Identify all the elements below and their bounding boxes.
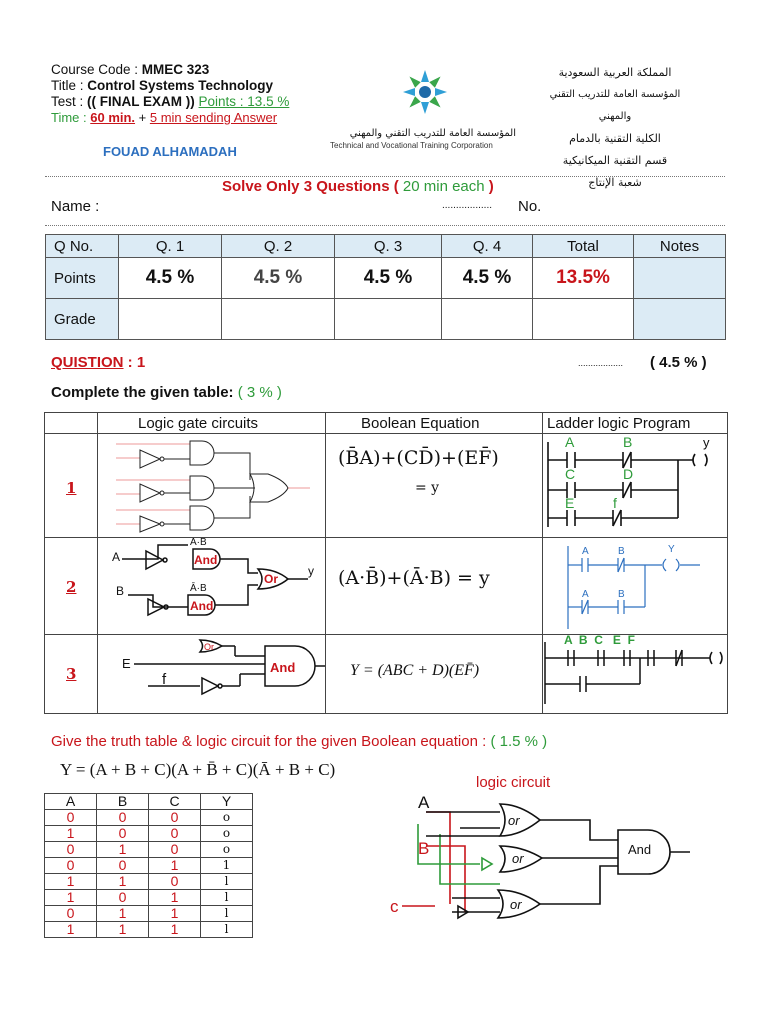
score-points-row xyxy=(46,258,726,299)
points-total: Points : 13.5 % xyxy=(198,94,290,109)
part2-points: ( 1.5 % ) xyxy=(490,733,548,750)
name-label: Name : xyxy=(51,198,100,215)
instruction-mid: 20 min each xyxy=(402,178,485,195)
score-header-qno: Q No. xyxy=(46,235,119,258)
points-q1: 4.5 % xyxy=(119,258,222,299)
time-line xyxy=(51,110,277,126)
row2-or-gate-label: Or xyxy=(264,572,279,586)
time-value: 60 min. xyxy=(90,110,136,125)
truth-cell: 1 xyxy=(97,906,149,922)
row1-ladder-label-y: y xyxy=(703,435,710,450)
grade-total[interactable] xyxy=(533,299,634,340)
arabic-header xyxy=(540,62,690,194)
truth-cell: 0 xyxy=(97,826,149,842)
org-name-en: Technical and Vocational Training Corporation xyxy=(330,141,493,150)
header-divider xyxy=(45,176,725,177)
score-header-notes: Notes xyxy=(634,235,726,258)
row2-ladder-program xyxy=(560,541,710,631)
truth-cell: 0 xyxy=(45,810,97,826)
question1-number: : 1 xyxy=(123,354,146,371)
row2-output-y: y xyxy=(308,564,314,578)
truth-table-row xyxy=(45,858,253,874)
complete-instruction xyxy=(51,384,282,401)
truth-cell: 0 xyxy=(149,810,201,826)
score-header-q2: Q. 2 xyxy=(222,235,335,258)
row2-label-ab: A·B xyxy=(190,537,207,548)
row2-ladder-label-a2: A xyxy=(582,589,589,600)
truth-cell: 0 xyxy=(97,858,149,874)
row1-ladder-program xyxy=(543,432,723,534)
row2-ladder-label-a1: A xyxy=(582,546,589,557)
instruction-end: ) xyxy=(484,178,494,195)
complete-label: Complete the given table: xyxy=(51,384,238,401)
row2-and-gate-2-label: And xyxy=(190,599,214,613)
score-header-total: Total xyxy=(533,235,634,258)
time-extra: 5 min sending Answer xyxy=(149,110,278,125)
part2-and-gate-label: And xyxy=(628,842,652,857)
row-number-2: 2 xyxy=(66,578,77,596)
truth-cell: 0 xyxy=(45,858,97,874)
truth-cell: 1 xyxy=(45,826,97,842)
row3-equation: Y = (ABC + D)(EF̄) xyxy=(350,662,480,679)
row2-and-gate-1-label: And xyxy=(194,553,218,567)
part2-or-gate-2-label: or xyxy=(512,851,524,866)
score-summary-table xyxy=(45,234,726,340)
points-total-cell: 13.5% xyxy=(533,258,634,299)
row2-ladder-label-y: Y xyxy=(668,544,675,555)
row1-ladder-label-d: D xyxy=(623,466,634,482)
question1-points: ( 4.5 % ) xyxy=(650,354,707,371)
title-label: Title : xyxy=(51,78,88,93)
truth-table-header xyxy=(45,794,253,810)
truth-table-row xyxy=(45,922,253,938)
grade-q1[interactable] xyxy=(119,299,222,340)
row1-gate-circuit xyxy=(110,438,320,534)
course-title xyxy=(51,78,273,94)
truth-cell: 0 xyxy=(149,826,201,842)
part2-input-c: c xyxy=(390,897,399,916)
course-code xyxy=(51,62,209,78)
question1-dots: .................. xyxy=(578,358,624,368)
score-grade-row xyxy=(46,299,726,340)
points-q4: 4.5 % xyxy=(442,258,533,299)
row3-ladder-program xyxy=(540,634,726,710)
row2-ladder-label-b1: B xyxy=(618,546,625,557)
header-boolean-equation: Boolean Equation xyxy=(361,415,480,432)
truth-table-row xyxy=(45,906,253,922)
truth-cell-y: l xyxy=(201,922,253,938)
truth-table-row xyxy=(45,842,253,858)
truth-cell: 0 xyxy=(45,906,97,922)
truth-table-row xyxy=(45,874,253,890)
truth-cell: 1 xyxy=(149,858,201,874)
row2-input-a: A xyxy=(112,550,121,564)
tvtc-logo-icon xyxy=(400,64,450,126)
truth-table-row xyxy=(45,890,253,906)
truth-cell-y: o xyxy=(201,842,253,858)
test-line xyxy=(51,94,289,110)
header-logic-gates: Logic gate circuits xyxy=(138,415,259,432)
truth-cell-y: o xyxy=(201,810,253,826)
row1-ladder-label-c: C xyxy=(565,466,576,482)
row3-or-gate-label: Or xyxy=(204,642,214,652)
header-ladder-logic: Ladder logic Program xyxy=(547,415,691,432)
question1-word: QUISTION xyxy=(51,354,124,371)
truth-header-y: Y xyxy=(201,794,253,810)
row3-input-f: f xyxy=(162,671,167,688)
part2-text: Give the truth table & logic circuit for the given Boolean equation : xyxy=(51,733,491,750)
grade-label: Grade xyxy=(46,299,119,340)
part2-equation: Y = (A + B + C)(A + B̄ + C)(Ā + B + C) xyxy=(60,760,336,779)
grade-notes xyxy=(634,299,726,340)
truth-cell: 1 xyxy=(149,922,201,938)
test-value: (( FINAL EXAM )) xyxy=(87,94,195,109)
row-number-1: 1 xyxy=(66,479,77,497)
truth-cell-y: 1 xyxy=(201,858,253,874)
row2-gate-circuit xyxy=(108,537,328,633)
truth-header-a: A xyxy=(45,794,97,810)
truth-header-b: B xyxy=(97,794,149,810)
row2-equation: (A·B̄)+(Ā·B) = y xyxy=(338,567,490,589)
row1-equation-result: = y xyxy=(415,480,440,496)
row1-ladder-label-b: B xyxy=(623,434,633,450)
truth-table-row xyxy=(45,826,253,842)
part2-input-a: A xyxy=(418,794,430,812)
truth-cell: 1 xyxy=(45,922,97,938)
title-value: Control Systems Technology xyxy=(87,78,274,93)
truth-cell: 1 xyxy=(149,890,201,906)
truth-cell-y: l xyxy=(201,874,253,890)
part2-input-b: B xyxy=(418,839,430,858)
row2-input-b: B xyxy=(116,584,125,598)
score-header-q1: Q. 1 xyxy=(119,235,222,258)
truth-cell-y: o xyxy=(201,826,253,842)
row2-ladder-label-b2: B xyxy=(618,589,625,600)
truth-cell-y: l xyxy=(201,906,253,922)
truth-cell: 1 xyxy=(45,890,97,906)
truth-cell: 1 xyxy=(149,906,201,922)
row1-equation: (B̄A)+(CD̄)+(EF̄) xyxy=(338,447,499,469)
ar-line-5: شعبة الإنتاج xyxy=(588,176,642,189)
row3-input-e: E xyxy=(122,656,131,671)
truth-cell: 1 xyxy=(97,922,149,938)
grade-q2[interactable] xyxy=(222,299,335,340)
complete-points: ( 3 % ) xyxy=(237,384,282,401)
score-header-row xyxy=(46,235,726,258)
truth-cell: 1 xyxy=(97,874,149,890)
test-label: Test : xyxy=(51,94,88,109)
row1-ladder-label-e: E xyxy=(565,495,575,511)
points-q3: 4.5 % xyxy=(335,258,442,299)
ar-line-1: المملكة العربية السعودية xyxy=(558,66,672,79)
row-number-3: 3 xyxy=(66,665,77,683)
truth-header-c: C xyxy=(149,794,201,810)
name-dots: .................. xyxy=(442,200,493,211)
score-header-q3: Q. 3 xyxy=(335,235,442,258)
grade-q4[interactable] xyxy=(442,299,533,340)
ar-line-3: الكلية التقنية بالدمام xyxy=(569,132,661,145)
instruction-text: Solve Only 3 Questions ( xyxy=(222,178,403,195)
truth-cell: 0 xyxy=(149,842,201,858)
instruction xyxy=(222,178,494,195)
part2-logic-circuit xyxy=(390,794,710,924)
score-header-q4: Q. 4 xyxy=(442,235,533,258)
time-label: Time : xyxy=(51,110,91,125)
org-name-ar: المؤسسة العامة للتدريب التقني والمهني xyxy=(349,128,516,139)
truth-cell: 0 xyxy=(97,890,149,906)
row3-ladder-labels: A B C E F xyxy=(564,634,635,647)
truth-cell: 0 xyxy=(149,874,201,890)
row2-label-ab2: Ā·B xyxy=(190,583,207,594)
part2-or-gate-3-label: or xyxy=(510,897,522,912)
logic-table-col-divider-1 xyxy=(97,413,98,713)
points-label: Points xyxy=(46,258,119,299)
number-label: No. xyxy=(518,198,542,215)
ar-line-2: المؤسسة العامة للتدريب التقني والمهني xyxy=(549,89,681,122)
points-q2: 4.5 % xyxy=(222,258,335,299)
ar-line-4: قسم التقنية الميكانيكية xyxy=(562,154,668,167)
truth-table-row xyxy=(45,810,253,826)
row1-ladder-label-a: A xyxy=(565,434,575,450)
logic-circuit-label: logic circuit xyxy=(476,774,551,791)
row1-ladder-label-f: f xyxy=(613,495,617,511)
name-divider xyxy=(45,225,725,226)
part2-or-gate-1-label: or xyxy=(508,813,520,828)
course-code-value: MMEC 323 xyxy=(141,62,210,77)
truth-cell: 0 xyxy=(97,810,149,826)
grade-q3[interactable] xyxy=(335,299,442,340)
row3-gate-circuit xyxy=(110,636,330,708)
truth-cell: 1 xyxy=(97,842,149,858)
part2-instruction xyxy=(51,733,547,750)
truth-table xyxy=(44,793,253,938)
truth-cell-y: l xyxy=(201,890,253,906)
course-code-label: Course Code : xyxy=(51,62,142,77)
truth-cell: 0 xyxy=(45,842,97,858)
truth-cell: 1 xyxy=(45,874,97,890)
row3-and-gate-label: And xyxy=(270,660,296,675)
teacher-name: FOUAD ALHAMADAH xyxy=(103,144,237,159)
question1-title xyxy=(51,354,145,371)
points-notes xyxy=(634,258,726,299)
time-plus: + xyxy=(135,110,150,125)
